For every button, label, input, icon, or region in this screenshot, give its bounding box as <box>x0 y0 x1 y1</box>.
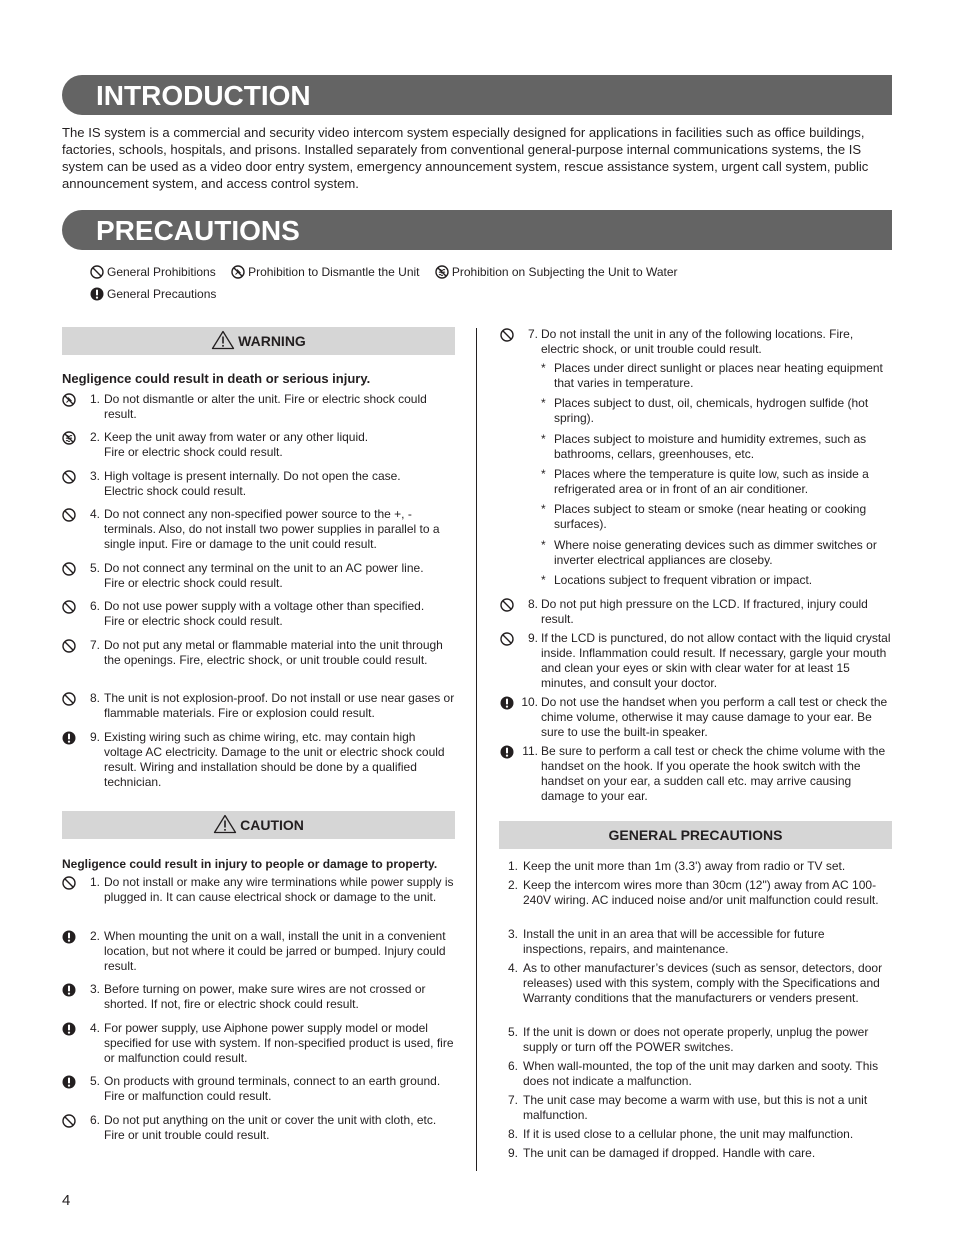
item-text: If the LCD is punctured, do not allow contact with the liquid crystal inside. Inflammation could result. If necessary, gargle your mouth and clean your eyes or skin with clear water for at least 15 minutes, and consult your doctor. <box>541 631 891 690</box>
prohibition-icon <box>90 265 104 279</box>
item-number: 9. <box>89 730 100 744</box>
item-number: 7. <box>527 327 538 341</box>
prohibition-icon <box>62 562 78 578</box>
prohibition-icon <box>62 600 78 616</box>
legend-item <box>90 287 216 301</box>
prohibition-icon <box>62 639 78 655</box>
exclamation-icon <box>62 930 78 946</box>
item-text: As to other manufacturer’s devices (such as sensor, detectors, door releases) used with this system, comply with the Specifications and Warranty conditions that the manufacturers or venders present. <box>523 961 883 1005</box>
prohibition-icon <box>62 692 78 708</box>
bullet-text: Places subject to moisture and humidity extremes, such as bathrooms, cellars, greenhouses, etc. <box>554 432 867 461</box>
item-text: Before turning on power, make sure wires are not crossed or shorted. If not, fire or electric shock could result. <box>104 982 426 1011</box>
bullet-marker: * <box>541 502 546 516</box>
item-text: When wall-mounted, the top of the unit may darken and sooty. This does not indicate a malfunction. <box>523 1059 879 1088</box>
item-text: Do not connect any non-specified power source to the +, - terminals. Also, do not install two power supplies in parallel to a single input. Fire or damage to the unit could result. <box>104 507 440 551</box>
item-number: 8. <box>527 597 538 611</box>
caution-header <box>62 811 455 839</box>
introduction-title: INTRODUCTION <box>96 80 311 111</box>
item-text: Install the unit in an area that will be accessible for future inspections, repairs, and maintenance. <box>523 927 825 956</box>
no-water-icon <box>435 265 449 279</box>
warning-header-label: WARNING <box>238 333 306 349</box>
item-number: 4. <box>89 1021 100 1035</box>
exclamation-icon <box>62 1075 78 1091</box>
prohibition-icon <box>62 876 78 892</box>
page-number: 4 <box>62 1192 71 1209</box>
bullet-text: Places subject to dust, oil, chemicals, hydrogen sulfide (hot spring). <box>554 396 869 425</box>
bullet-marker: * <box>541 396 546 410</box>
legend-label: General Precautions <box>107 287 217 301</box>
exclamation-icon <box>62 983 78 999</box>
legend-label: General Prohibitions <box>107 265 216 279</box>
item-number: 8. <box>89 691 100 705</box>
item-number: 5. <box>507 1025 518 1039</box>
item-number: 1. <box>89 392 100 406</box>
item-text: If the unit is down or does not operate properly, unplug the power supply or turn off the POWER switches. <box>523 1025 869 1054</box>
item-text: On products with ground terminals, connect to an earth ground. Fire or malfunction could result. <box>104 1074 441 1103</box>
exclamation-icon <box>62 1022 78 1038</box>
item-text: Keep the unit more than 1m (3.3') away from radio or TV set. <box>523 859 846 873</box>
item-text: Keep the unit away from water or any other liquid. Fire or electric shock could result. <box>104 430 369 459</box>
prohibition-icon <box>500 598 516 614</box>
exclamation-icon <box>62 731 78 747</box>
item-text: Do not install or make any wire terminations while power supply is plugged in. It can cause electrical shock or damage to the unit. <box>104 875 454 904</box>
legend-item <box>231 265 419 279</box>
bullet-marker: * <box>541 467 546 481</box>
item-text: Do not dismantle or alter the unit. Fire or electric shock could result. <box>104 392 427 421</box>
item-number: 10. <box>521 695 538 709</box>
exclamation-icon <box>500 696 516 712</box>
bullet-text: Where noise generating devices such as dimmer switches or inverter electrical appliances are closeby. <box>554 538 877 567</box>
legend-item <box>90 265 216 279</box>
item-number: 3. <box>89 982 100 996</box>
item-number: 9. <box>507 1146 518 1160</box>
item-number: 5. <box>89 1074 100 1088</box>
item-text: The unit case may become a warm with use, but this is not a unit malfunction. <box>523 1093 868 1122</box>
item-number: 11. <box>522 744 538 758</box>
prohibition-icon <box>62 508 78 524</box>
prohibition-icon <box>500 632 516 648</box>
item-number: 4. <box>89 507 100 521</box>
precautions-title: PRECAUTIONS <box>96 215 300 246</box>
general-precautions-header <box>499 821 892 849</box>
item-text: The unit is not explosion-proof. Do not install or use near gases or flammable materials. Fire or explosion could result. <box>104 691 455 720</box>
legend-item <box>435 265 678 279</box>
warning-header <box>62 327 455 355</box>
warning-subhead: Negligence could result in death or serious injury. <box>62 371 371 386</box>
warning-triangle-icon <box>213 814 237 834</box>
item-number: 7. <box>89 638 100 652</box>
warning-triangle-icon <box>211 330 235 350</box>
item-number: 6. <box>89 1113 100 1127</box>
item-number: 3. <box>89 469 100 483</box>
item-text: For power supply, use Aiphone power supply model or model specified for use with system. If non-specified product is used, fire or malfunction could result. <box>104 1021 454 1065</box>
bullet-marker: * <box>541 432 546 446</box>
item-number: 2. <box>507 878 518 892</box>
item-number: 2. <box>89 929 100 943</box>
item-text: If it is used close to a cellular phone, the unit may malfunction. <box>523 1127 854 1141</box>
item-text: Existing wiring such as chime wiring, etc. may contain high voltage AC electricity. Damage to the unit or electric shock could result. Wiring and installation should be done by a qualified technician. <box>104 730 445 789</box>
item-text: Do not put anything on the unit or cover the unit with cloth, etc. Fire or unit trouble could result. <box>104 1113 437 1142</box>
bullet-text: Locations subject to frequent vibration or impact. <box>554 573 813 587</box>
item-text: Be sure to perform a call test or check the chime volume with the handset on the hook. If you operate the hook switch with the handset on your ear, a sudden call etc. may arrive causing damage to your ear. <box>541 744 886 803</box>
item-number: 6. <box>89 599 100 613</box>
item-text: Do not connect any terminal on the unit to an AC power line. Fire or electric shock could result. <box>104 561 424 590</box>
item-text: Do not put high pressure on the LCD. If fractured, injury could result. <box>541 597 868 626</box>
item-text: Do not use power supply with a voltage other than specified. Fire or electric shock could result. <box>104 599 425 628</box>
bullet-marker: * <box>541 573 546 587</box>
item-text: Do not put any metal or flammable material into the unit through the openings. Fire, electric shock, or unit trouble could result. <box>104 638 443 667</box>
item-number: 3. <box>507 927 518 941</box>
introduction-body: The IS system is a commercial and security video intercom system especially designed for applications in facilities such as office buildings, factories, schools, hospitals, and prisons. Installed separately from conventional general-purpose internal communications systems, the IS system can be used as a video door entry system, emergency announcement system, rescue assistance system, urgent call system, public announcement system, and access control system. <box>62 125 869 191</box>
item-text: Keep the intercom wires more than 30cm (12") away from AC 100-240V wiring. AC induced noise and/or unit malfunction could result. <box>523 878 879 907</box>
icon-legend-row <box>90 287 228 301</box>
item-number: 5. <box>89 561 100 575</box>
exclamation-icon <box>500 745 516 761</box>
no-dismantle-icon <box>231 265 245 279</box>
item-number: 2. <box>89 430 100 444</box>
introduction-banner <box>62 75 892 115</box>
legend-label: Prohibition to Dismantle the Unit <box>248 265 420 279</box>
exclamation-icon <box>90 287 104 301</box>
bullet-text: Places where the temperature is quite low, such as inside a refrigerated area or in front of an air conditioner. <box>554 467 869 496</box>
item-number: 7. <box>507 1093 518 1107</box>
bullet-marker: * <box>541 538 546 552</box>
item-number: 8. <box>507 1127 518 1141</box>
prohibition-icon <box>500 328 516 344</box>
bullet-text: Places subject to steam or smoke (near heating or cooking surfaces). <box>554 502 867 531</box>
bullet-marker: * <box>541 361 546 375</box>
item-text: Do not use the handset when you perform a call test or check the chime volume, otherwise it may cause damage to your ear. Be sure to use the built-in speaker. <box>541 695 888 739</box>
caution-subhead: Negligence could result in injury to people or damage to property. <box>62 857 438 871</box>
prohibition-icon <box>62 1114 78 1130</box>
prohibition-icon <box>62 470 78 486</box>
icon-legend-row <box>90 265 690 279</box>
bullet-text: Places under direct sunlight or places near heating equipment that varies in temperature. <box>554 361 883 390</box>
item-text: The unit can be damaged if dropped. Handle with care. <box>523 1146 816 1160</box>
no-water-icon <box>62 431 78 447</box>
item-text: High voltage is present internally. Do not open the case. Electric shock could result. <box>104 469 401 498</box>
no-dismantle-icon <box>62 393 78 409</box>
item-number: 9. <box>527 631 538 645</box>
item-number: 1. <box>507 859 518 873</box>
item-number: 1. <box>89 875 100 889</box>
item-number: 4. <box>507 961 518 975</box>
caution-header-label: CAUTION <box>240 817 304 833</box>
legend-label: Prohibition on Subjecting the Unit to Water <box>451 265 678 279</box>
general-precautions-header-label: GENERAL PRECAUTIONS <box>608 827 783 843</box>
item-number: 6. <box>507 1059 518 1073</box>
item-text: Do not install the unit in any of the following locations. Fire, electric shock, or unit trouble could result. <box>541 327 854 356</box>
precautions-banner <box>62 210 892 250</box>
column-divider <box>476 328 477 1171</box>
item-text: When mounting the unit on a wall, install the unit in a convenient location, but not where it could be jarred or bumped. Injury could result. <box>104 929 446 973</box>
